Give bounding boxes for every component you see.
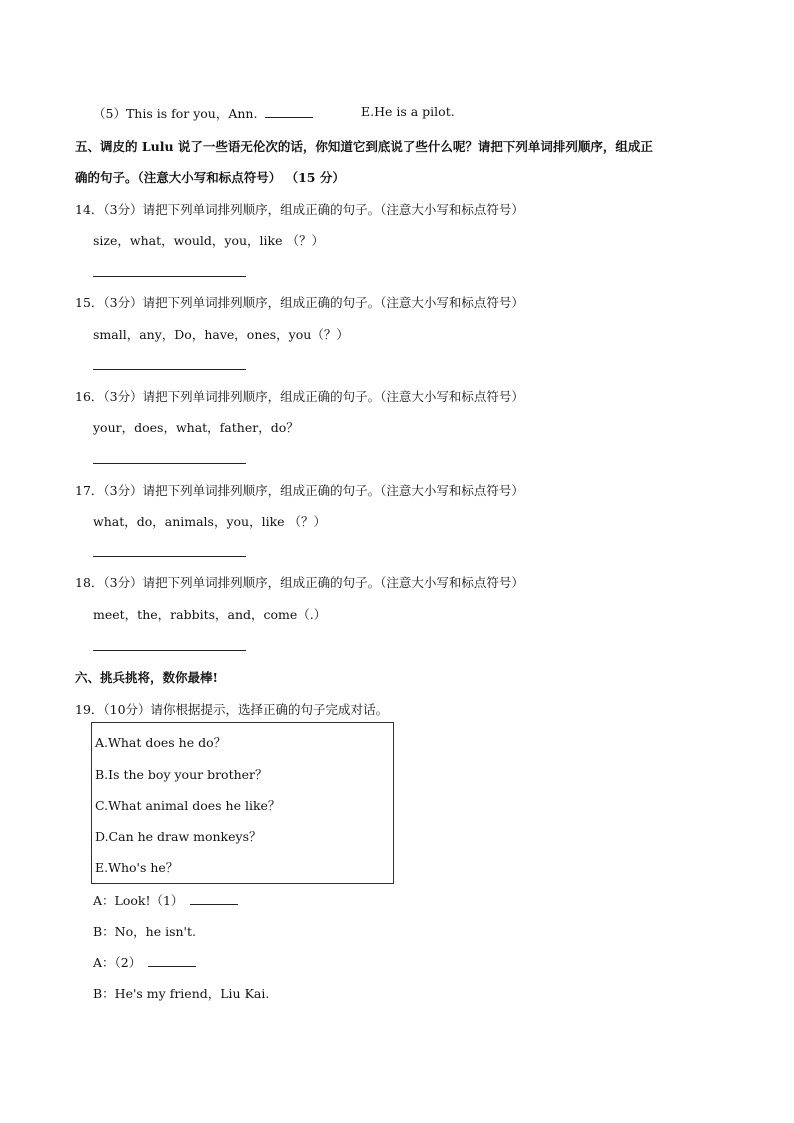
- question-16-answer-line[interactable]: [93, 463, 246, 464]
- answer-blank-2[interactable]: [148, 965, 196, 967]
- dialogue-line-3: [93, 953, 196, 971]
- dialogue-line-1-text: A：Look!（1）: [93, 893, 184, 908]
- options-box: [91, 722, 394, 884]
- question-18-prompt: 18．（3分）请把下列单词排列顺序，组成正确的句子。（注意大小写和标点符号）: [75, 575, 524, 590]
- option-b: B.Is the boy your brother？: [95, 767, 268, 782]
- question-16-words: your，does，what，father，do？: [93, 420, 299, 435]
- option-a: A.What does he do？: [95, 735, 227, 750]
- option-e-pilot: E.He is a pilot.: [361, 104, 455, 119]
- question-15-prompt: 15．（3分）请把下列单词排列顺序，组成正确的句子。（注意大小写和标点符号）: [75, 295, 524, 310]
- question-15-answer-line[interactable]: [93, 369, 246, 370]
- section-5-title-line1: 五、调皮的 Lulu 说了一些语无伦次的话，你知道它到底说了些什么呢？请把下列单词排列顺序，组成正: [75, 139, 653, 154]
- item-5-label: [93, 104, 313, 122]
- question-18-answer-line[interactable]: [93, 650, 246, 651]
- answer-blank-1[interactable]: [190, 903, 238, 905]
- dialogue-line-3-text: A：（2）: [93, 955, 142, 970]
- question-17-prompt: 17．（3分）请把下列单词排列顺序，组成正确的句子。（注意大小写和标点符号）: [75, 483, 524, 498]
- question-17-answer-line[interactable]: [93, 556, 246, 557]
- answer-blank[interactable]: [265, 116, 313, 118]
- dialogue-line-2: B：No，he isn't.: [93, 924, 196, 939]
- section-6-title: 六、挑兵挑将，数你最棒!: [75, 670, 218, 685]
- item-5-text: （5）This is for you，Ann.: [93, 106, 258, 121]
- question-19-prompt: 19．（10分）请你根据提示，选择正确的句子完成对话。: [75, 702, 389, 717]
- question-18-words: meet，the，rabbits，and，come（.）: [93, 607, 327, 622]
- option-e: E.Who's he？: [95, 860, 179, 875]
- dialogue-line-4: B：He's my friend，Liu Kai.: [93, 986, 270, 1001]
- question-14-words: size，what，would，you，like （？）: [93, 233, 324, 248]
- section-5-title-line2: 确的句子。（注意大小写和标点符号） （15 分）: [75, 170, 345, 185]
- option-c: C.What animal does he like？: [95, 798, 281, 813]
- question-17-words: what，do，animals，you，like （？）: [93, 514, 327, 529]
- question-16-prompt: 16．（3分）请把下列单词排列顺序，组成正确的句子。（注意大小写和标点符号）: [75, 389, 524, 404]
- question-15-words: small，any，Do，have，ones，you（？）: [93, 327, 349, 342]
- dialogue-line-1: [93, 891, 238, 909]
- question-14-answer-line[interactable]: [93, 276, 246, 277]
- option-d: D.Can he draw monkeys？: [95, 829, 262, 844]
- question-14-prompt: 14．（3分）请把下列单词排列顺序，组成正确的句子。（注意大小写和标点符号）: [75, 202, 524, 217]
